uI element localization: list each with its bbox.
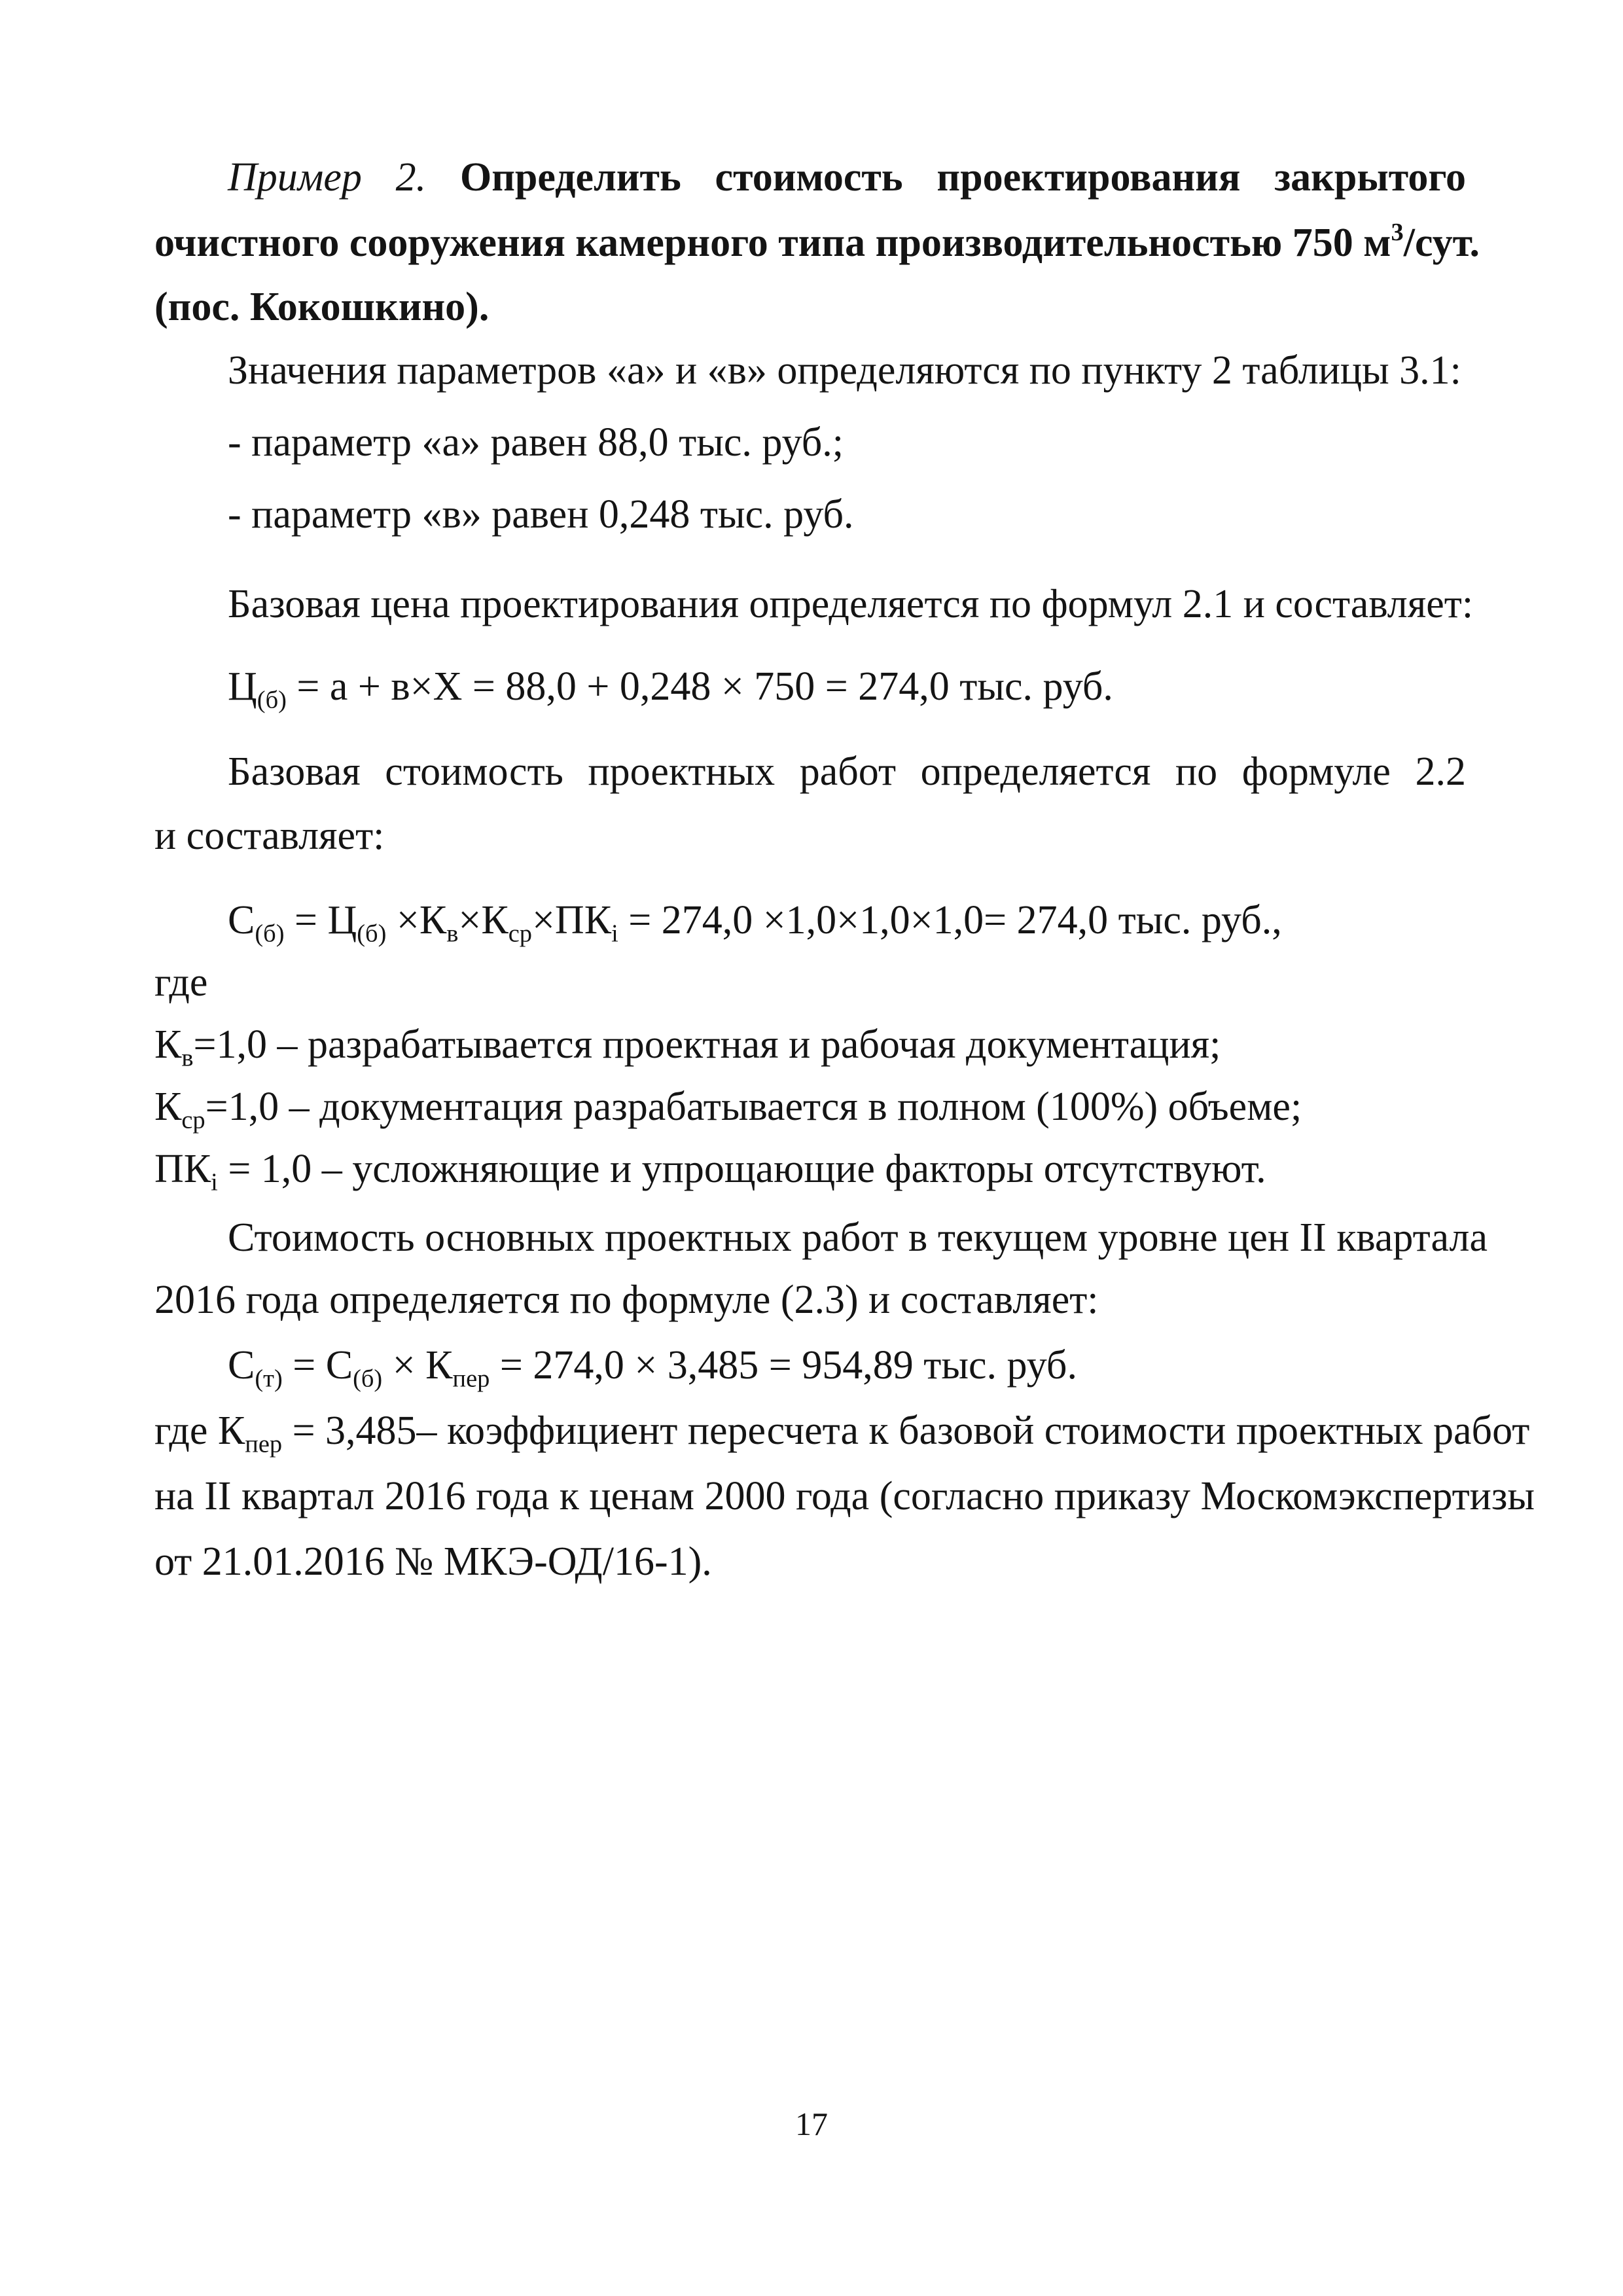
pk-definition: $ПК_i = 1,0$ – усложняющие и упрощающие факторы отсутствуют. <box>154 1147 1266 1196</box>
example-heading-line-1 <box>228 157 1466 198</box>
current-cost-formula: $С_{(т)} = С_{(б)} \times К_{пер} = 274,0 \times 3,485 = 954,89$ тыс. руб. <box>228 1343 1077 1393</box>
param-a: - параметр «а» равен 88,0 тыс. руб.; <box>228 420 844 465</box>
example-label: Пример 2. <box>228 155 427 200</box>
current-cost-intro-line-1: Стоимость основных проектных работ в текущем уровне цен II квартала <box>228 1215 1488 1260</box>
example-heading-line-2: очистного сооружения камерного типа производительностью 750 $м^3$/сут. <box>154 219 1480 265</box>
coefficient-note-line-1: где $К_{пер} = 3,485-$ коэффициент пересчета к базовой стоимости проектных работ <box>154 1408 1530 1458</box>
kv-definition: $К_в=1,0$ – разрабатывается проектная и рабочая документация; <box>154 1022 1221 1072</box>
where-label: где <box>154 960 208 1005</box>
base-cost-intro-line-1: Базовая стоимость проектных работ определяется по формуле 2.2 <box>228 749 1466 794</box>
coefficient-note-line-2: на II квартал 2016 года к ценам 2000 года (согласно приказу Москомэкспертизы <box>154 1474 1535 1518</box>
param-b: - параметр «в» равен 0,248 тыс. руб. <box>228 492 854 537</box>
params-intro: Значения параметров «а» и «в» определяются по пункту 2 таблицы 3.1: <box>228 348 1461 393</box>
base-cost-intro-line-2: и составляет: <box>154 814 385 858</box>
base-price-intro: Базовая цена проектирования определяется по формул 2.1 и составляет: <box>228 582 1474 626</box>
coefficient-note-line-3: от 21.01.2016 № МКЭ-ОД/16-1). <box>154 1539 712 1584</box>
example-title: Определить стоимость проектирования закрытого <box>459 155 1467 200</box>
ksr-definition: $К_{ср}=1,0$ – документация разрабатывается в полном (100%) объеме; <box>154 1085 1302 1134</box>
example-heading-line-3: (пос. Кокошкино). <box>154 285 490 329</box>
page-number: 17 <box>795 2106 828 2142</box>
base-price-formula: $Ц_{(б)} = а + в\times Х = 88,0 + 0,248 \times 750 = 274,0$ тыс. руб. <box>228 664 1113 714</box>
base-cost-formula: $С_{(б)} = Ц_{(б)} \times К_в\times К_{ср}\times ПК_i = 274,0 \times 1,0\times 1,0\times 1,0= 274,0$ тыс. руб., <box>228 898 1282 948</box>
current-cost-intro-line-2: 2016 года определяется по формуле (2.3) и составляет: <box>154 1278 1099 1322</box>
